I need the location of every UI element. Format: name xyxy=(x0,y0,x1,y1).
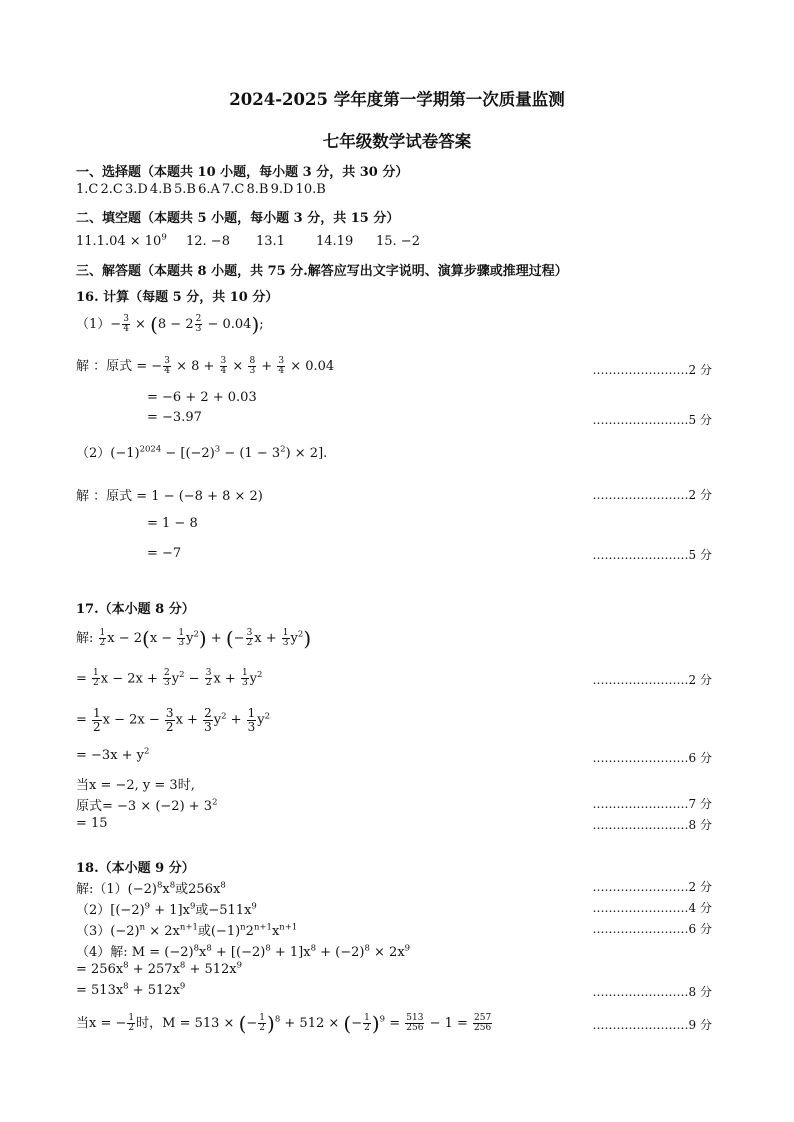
q17-expression: 解: $\frac{1}{2}$ x − 2(x − $\frac{1}{3}$ $y^2$) + (− $\frac{3}{2}$ x + $\frac{1}{3}$ $y^2$) xyxy=(76,626,312,651)
score-mark: ……………………8 分 xyxy=(592,985,712,999)
q17-step3: = $-3x + y^2$ xyxy=(76,746,150,763)
q18-header: 18.（本小题 9 分） xyxy=(76,861,195,876)
page-title: 2024-2025 学年度第一学期第一次质量监测 xyxy=(229,90,565,109)
q16-part1-step2: = −6 + 2 + 0.03 xyxy=(147,390,257,405)
score-mark: ……………………2 分 xyxy=(592,673,712,687)
q16-part2-expression: $(2)(-1)^{2024} - [(-2)^3 - (1 - 3^2) \times 2]$. xyxy=(76,444,328,461)
fill-answer-12: 12. −8 xyxy=(186,234,230,249)
fill-answer-13: 13.1 xyxy=(256,234,285,249)
q18-part4-step2: = $256x^8 + 257x^8 + 512x^9$ xyxy=(76,960,243,977)
q17-step1: = $\frac{1}{2}$ x − 2x + $\frac{2}{3}$ $y^2$ − $\frac{3}{2}$ x + $\frac{1}{3}$ $y^2$ xyxy=(76,668,263,689)
q18-part4: （4）解: $M = (-2)^8x^8 + [(-2)^8 + 1]x^8 + (-2)^8 \times 2x^9$ xyxy=(76,943,411,960)
score-mark: ……………………2 分 xyxy=(592,880,712,894)
q16-part2-step1: 解 ：原式 = 1 − (−8 + 8 × 2) xyxy=(76,489,263,504)
q16-part1-expression: （1）− $\frac{3}{4}$ × (8 − 2 $\frac{2}{3}$ − 0.04); xyxy=(76,312,264,337)
q17-header: 17.（本小题 8 分） xyxy=(76,602,195,617)
score-mark: ……………………6 分 xyxy=(592,922,712,936)
score-mark: ……………………4 分 xyxy=(592,901,712,915)
score-mark: ……………………8 分 xyxy=(592,818,712,832)
section-choice-header: 一、选择题（本题共 10 小题，每小题 3 分，共 30 分） xyxy=(76,165,409,180)
score-mark: ……………………7 分 xyxy=(592,797,712,811)
q18-part4-step3: = $513x^8 + 512x^9$ xyxy=(76,981,186,998)
choice-answers: 1.C 2.C 3.D 4.B 5.B 6.A 7.C 8.B 9.D 10.B xyxy=(76,182,326,197)
q16-header: 16. 计算（每题 5 分，共 10 分） xyxy=(76,290,279,305)
q17-condition: 当x = −2, y = 3时, xyxy=(76,778,195,793)
q18-part4-result: 当x = − $\frac{1}{2}$ 时，M = 513 × (− $\frac{1}{2}$ )$^8$ + 512 × (− $\frac{1}{2}$ )$^9$ = $\frac{513}{256}$ − 1 = $\frac{257}{256}$ xyxy=(76,1011,492,1036)
q16-part2-step3: = −7 xyxy=(147,546,182,561)
fill-answer-11: $11.1.04 \times 10^9$ xyxy=(76,232,167,249)
q16-part2-step2: = 1 − 8 xyxy=(147,516,198,531)
q18-part1: 解$:(1)(-2)^8x^8$或$256x^8$ xyxy=(76,880,226,897)
q18-part2: $(2)[(-2)^9 + 1]x^9$或$-511x^9$ xyxy=(76,901,257,918)
section-solve-header: 三、解答题（本题共 8 小题，共 75 分.解答应写出文字说明、演算步骤或推理过程） xyxy=(76,264,568,279)
q17-step2: = $\frac{1}{2}$ x − 2x − $\frac{3}{2}$ x + $\frac{2}{3}$ $y^2$ + $\frac{1}{3}$ $y^2$ xyxy=(76,706,271,734)
q17-substitution: 原式= $-3 \times (-2) + 3^2$ xyxy=(76,797,218,814)
score-mark: ……………………2 分 xyxy=(592,488,712,502)
fill-answer-14: 14.19 xyxy=(316,234,354,249)
q16-part1-step3: = −3.97 xyxy=(147,410,202,425)
score-mark: ……………………5 分 xyxy=(592,548,712,562)
section-fill-header: 二、填空题（本题共 5 小题，每小题 3 分，共 15 分） xyxy=(76,211,400,226)
score-mark: ……………………6 分 xyxy=(592,751,712,765)
score-mark: ……………………9 分 xyxy=(592,1018,712,1032)
page-subtitle: 七年级数学试卷答案 xyxy=(322,132,472,151)
q18-part3: $(3)(-2)^n \times 2x^{n+1}$或$(-1)^n2^{n+1}x^{n+1}$ xyxy=(76,922,298,939)
score-mark: ……………………5 分 xyxy=(592,413,712,427)
fill-answer-15: 15. −2 xyxy=(376,234,420,249)
q17-result: = 15 xyxy=(76,816,108,831)
q16-part1-step1: 解 ：原式 = − $\frac{3}{4}$ × 8 + $\frac{3}{4}$ × $\frac{8}{3}$ + $\frac{3}{4}$ × 0.04 xyxy=(76,355,335,376)
score-mark: ……………………2 分 xyxy=(592,363,712,377)
